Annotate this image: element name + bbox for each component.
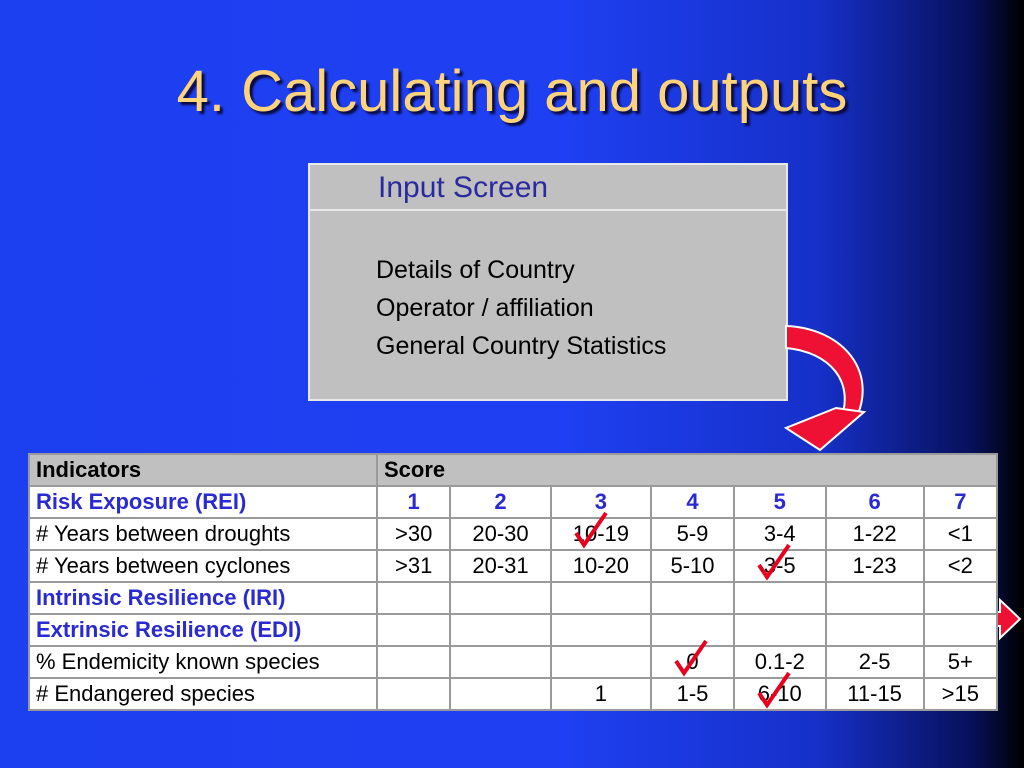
input-item-country-stats: General Country Statistics: [376, 332, 667, 360]
score-cell: 0: [651, 646, 734, 678]
input-item-country-details: Details of Country: [376, 256, 575, 284]
score-cell: [826, 582, 924, 614]
score-cell: <2: [924, 550, 997, 582]
score-cell: [551, 582, 651, 614]
score-cell: [450, 646, 550, 678]
row-label: % Endemicity known species: [29, 646, 377, 678]
row-label: Extrinsic Resilience (EDI): [29, 614, 377, 646]
score-cell: 6: [826, 486, 924, 518]
score-cell: 3-4: [734, 518, 826, 550]
table-row: [29, 678, 997, 710]
score-cell: <1: [924, 518, 997, 550]
score-cell: [450, 582, 550, 614]
score-cell: 20-31: [450, 550, 550, 582]
score-cell: [551, 614, 651, 646]
input-screen-header: Input Screen: [310, 165, 786, 211]
score-cell: 5-9: [651, 518, 734, 550]
table-header-row: [29, 454, 997, 486]
row-label: # Years between droughts: [29, 518, 377, 550]
row-label: # Years between cyclones: [29, 550, 377, 582]
score-cell: 0.1-2: [734, 646, 826, 678]
score-header: Score: [377, 454, 997, 486]
score-cell: 1-22: [826, 518, 924, 550]
score-cell: [734, 582, 826, 614]
row-label: # Endangered species: [29, 678, 377, 710]
row-label: Risk Exposure (REI): [29, 486, 377, 518]
input-item-operator: Operator / affiliation: [376, 294, 594, 322]
score-cell: >31: [377, 550, 450, 582]
score-cell: [450, 678, 550, 710]
table-row: [29, 614, 997, 646]
score-cell: [377, 646, 450, 678]
score-cell: 2: [450, 486, 550, 518]
score-cell: [551, 646, 651, 678]
table-row: [29, 486, 997, 518]
input-screen-box: [308, 163, 788, 401]
score-cell: [826, 614, 924, 646]
score-cell: 5-10: [651, 550, 734, 582]
indicator-score-table: [28, 453, 998, 711]
score-cell: >15: [924, 678, 997, 710]
score-cell: 7: [924, 486, 997, 518]
score-cell: [924, 614, 997, 646]
score-cell: 1-23: [826, 550, 924, 582]
curved-down-arrow-icon: [780, 318, 872, 458]
row-label: Intrinsic Resilience (IRI): [29, 582, 377, 614]
score-cell: [651, 614, 734, 646]
slide-title: 4. Calculating and outputs: [176, 59, 848, 124]
indicators-header: Indicators: [29, 454, 377, 486]
score-cell: [734, 614, 826, 646]
score-cell: 11-15: [826, 678, 924, 710]
score-cell: 10-19: [551, 518, 651, 550]
score-cell: [651, 582, 734, 614]
score-cell: 10-20: [551, 550, 651, 582]
score-cell: 3-5: [734, 550, 826, 582]
score-cell: [377, 678, 450, 710]
score-cell: 3: [551, 486, 651, 518]
input-screen-list: [310, 211, 786, 365]
score-cell: 1-5: [651, 678, 734, 710]
score-cell: 5+: [924, 646, 997, 678]
score-cell: [924, 582, 997, 614]
score-cell: 4: [651, 486, 734, 518]
table-row: [29, 582, 997, 614]
score-cell: 1: [551, 678, 651, 710]
table-row: [29, 518, 997, 550]
table-row: [29, 646, 997, 678]
score-cell: 20-30: [450, 518, 550, 550]
score-cell: >30: [377, 518, 450, 550]
score-cell: 6-10: [734, 678, 826, 710]
score-cell: 1: [377, 486, 450, 518]
score-cell: 5: [734, 486, 826, 518]
score-cell: [450, 614, 550, 646]
score-cell: [377, 582, 450, 614]
score-cell: [377, 614, 450, 646]
score-cell: 2-5: [826, 646, 924, 678]
table-row: [29, 550, 997, 582]
